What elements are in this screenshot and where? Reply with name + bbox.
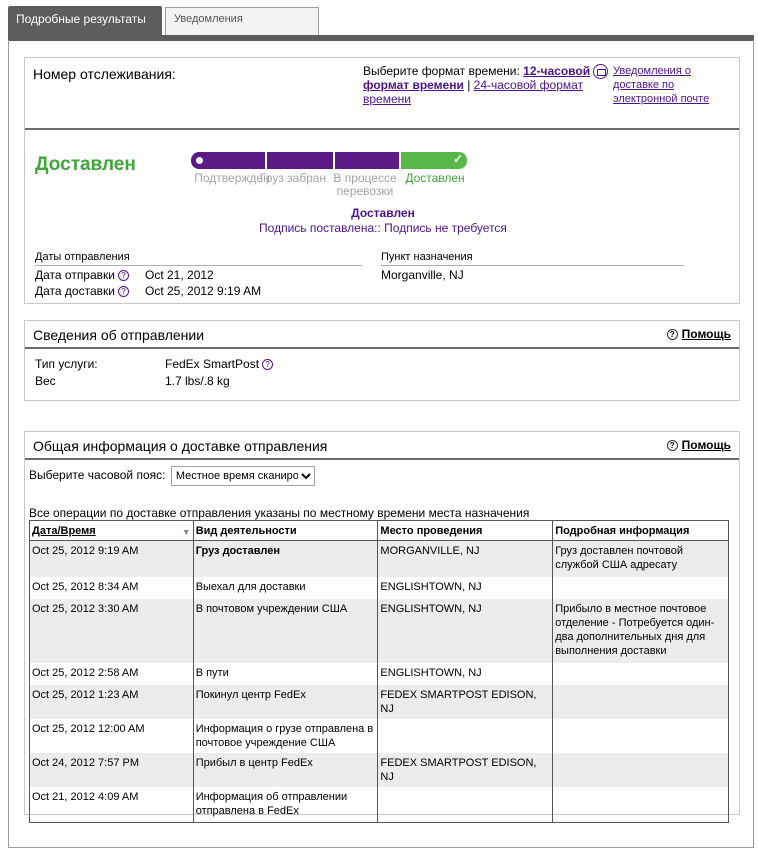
- travel-history-table: [29, 520, 729, 823]
- delivery-date-value: Oct 25, 2012 9:19 AM: [145, 284, 262, 298]
- row-location: ENGLISHTOWN, NJ: [378, 577, 553, 599]
- help-icon: ?: [667, 440, 678, 451]
- help-icon[interactable]: ?: [118, 270, 129, 281]
- progress-segment-confirmed: [191, 152, 265, 169]
- step-label-picked-up: Груз забран: [259, 171, 327, 185]
- help-icon[interactable]: ?: [262, 359, 273, 370]
- tracking-panel: [24, 57, 740, 304]
- column-date-time[interactable]: Дата/Время ▼: [30, 521, 194, 541]
- row-date-time: Oct 21, 2012 4:09 AM: [32, 790, 139, 803]
- row-details: [553, 663, 729, 685]
- row-activity: В пути: [193, 663, 378, 685]
- dates-header: Даты отправления: [35, 251, 362, 266]
- time-format-24h-link[interactable]: 24-часовой формат времени: [363, 78, 584, 106]
- row-activity: В почтовом учреждении США: [193, 599, 378, 663]
- row-date-time: Oct 25, 2012 8:34 AM: [32, 580, 139, 593]
- shipment-facts-panel: [24, 320, 740, 401]
- time-zone-select[interactable]: [171, 466, 315, 486]
- weight-value: 1.7 lbs/.8 kg: [165, 374, 230, 388]
- email-notifications-link[interactable]: Уведомления о доставке по электронной почте: [613, 65, 710, 105]
- tracking-number-label: Номер отслеживания:: [33, 66, 176, 82]
- row-details: [553, 753, 729, 787]
- column-details: Подробная информация: [553, 521, 729, 541]
- table-row: [30, 787, 729, 823]
- row-date-time: Oct 25, 2012 1:23 AM: [30, 685, 194, 719]
- shipment-facts-header: [25, 321, 739, 349]
- table-row: [30, 541, 729, 577]
- tab-notifications[interactable]: Уведомления: [165, 7, 319, 36]
- delivery-date-label: Дата доставки ?: [35, 284, 129, 298]
- delivered-title: Доставлен: [351, 206, 415, 220]
- weight-label: Вес: [35, 374, 56, 388]
- row-location: ENGLISHTOWN, NJ: [378, 663, 553, 685]
- row-date-time: Oct 25, 2012 9:19 AM: [30, 541, 194, 577]
- history-help-link[interactable]: ? Помощь: [667, 438, 731, 452]
- progress-bar: [191, 152, 467, 169]
- time-format-prefix: Выберите формат времени:: [363, 64, 524, 78]
- sort-arrow-icon: ▼: [181, 526, 191, 537]
- step-label-confirmed: Подтвержден: [194, 171, 270, 185]
- progress-segment-in-transit: [335, 152, 399, 169]
- row-date-time: Oct 25, 2012 12:00 AM: [32, 722, 145, 735]
- row-location: FEDEX SMARTPOST EDISON, NJ: [378, 685, 553, 719]
- step-label-delivered: Доставлен: [405, 171, 465, 185]
- row-location: MORGANVILLE, NJ: [378, 541, 553, 577]
- table-row: [30, 685, 729, 719]
- check-icon: ✓: [452, 152, 463, 166]
- progress-start-dot: [196, 157, 203, 164]
- email-notifications: [593, 64, 733, 106]
- table-row: [30, 599, 729, 663]
- row-activity: Прибыл в центр FedEx: [193, 753, 378, 787]
- local-time-note: Все операции по доставке отправления указаны по местному времени места назначения: [29, 506, 530, 520]
- travel-history-panel: [24, 431, 740, 815]
- row-activity: Покинул центр FedEx: [193, 685, 378, 719]
- time-zone-label: Выберите часовой пояс:: [29, 468, 166, 482]
- row-date-time: Oct 25, 2012 2:58 AM: [32, 666, 139, 679]
- row-date-time: Oct 25, 2012 3:30 AM: [30, 599, 194, 663]
- row-details: [553, 719, 729, 753]
- step-label-in-transit: В процессе перевозки: [333, 171, 397, 198]
- progress-segment-delivered: [401, 152, 467, 169]
- row-details: [553, 577, 729, 599]
- row-activity: Информация об отправлении отправлена в FedEx: [193, 787, 378, 823]
- table-row: [30, 719, 729, 753]
- progress-segment-picked-up: [267, 152, 333, 169]
- row-details: [553, 685, 729, 719]
- table-row: [30, 663, 729, 685]
- service-type-value: FedEx SmartPost ?: [165, 357, 273, 371]
- table-header-row: [30, 521, 729, 541]
- envelope-icon: [593, 64, 608, 79]
- time-format-selector: [363, 64, 593, 106]
- tab-detailed-results[interactable]: Подробные результаты: [8, 6, 162, 40]
- column-location: Место проведения: [378, 521, 553, 541]
- time-zone-row: [29, 466, 315, 486]
- row-activity: Груз доставлен: [193, 541, 378, 577]
- tracking-header: [25, 58, 739, 130]
- row-details: [553, 787, 729, 823]
- travel-history-header: [25, 432, 739, 460]
- delivery-status: Доставлен: [35, 154, 136, 175]
- row-location: ENGLISHTOWN, NJ: [378, 599, 553, 663]
- help-icon: ?: [667, 329, 678, 340]
- shipment-help-link[interactable]: ? Помощь: [667, 327, 731, 341]
- row-location: [378, 719, 553, 753]
- destination-header: Пункт назначения: [381, 251, 684, 266]
- tab-bar: [8, 6, 754, 38]
- row-location: FEDEX SMARTPOST EDISON, NJ: [378, 753, 553, 787]
- row-date-time: Oct 24, 2012 7:57 PM: [30, 753, 194, 787]
- shipment-facts-title: Сведения об отправлении: [33, 327, 205, 343]
- row-activity: Информация о грузе отправлена в почтовое учреждение США: [193, 719, 378, 753]
- table-row: [30, 577, 729, 599]
- destination-value: Morganville, NJ: [381, 268, 464, 282]
- row-location: [378, 787, 553, 823]
- time-format-12h-link[interactable]: 12-часовой формат времени: [363, 64, 591, 92]
- ship-date-label: Дата отправки ?: [35, 268, 129, 282]
- signature-status: Подпись поставлена:: Подпись не требуется: [259, 221, 507, 235]
- row-details: Прибыло в местное почтовое отделение - Потребуется один-два дополнительных дня для выполнения доставки: [553, 599, 729, 663]
- table-row: [30, 753, 729, 787]
- row-details: Груз доставлен почтовой службой США адресату: [553, 541, 729, 577]
- travel-history-title: Общая информация о доставке отправления: [33, 438, 328, 454]
- help-icon[interactable]: ?: [118, 286, 129, 297]
- row-activity: Выехал для доставки: [193, 577, 378, 599]
- service-type-label: Тип услуги:: [35, 357, 98, 371]
- time-format-separator: |: [463, 78, 474, 92]
- column-activity: Вид деятельности: [193, 521, 378, 541]
- ship-date-value: Oct 21, 2012: [145, 268, 214, 282]
